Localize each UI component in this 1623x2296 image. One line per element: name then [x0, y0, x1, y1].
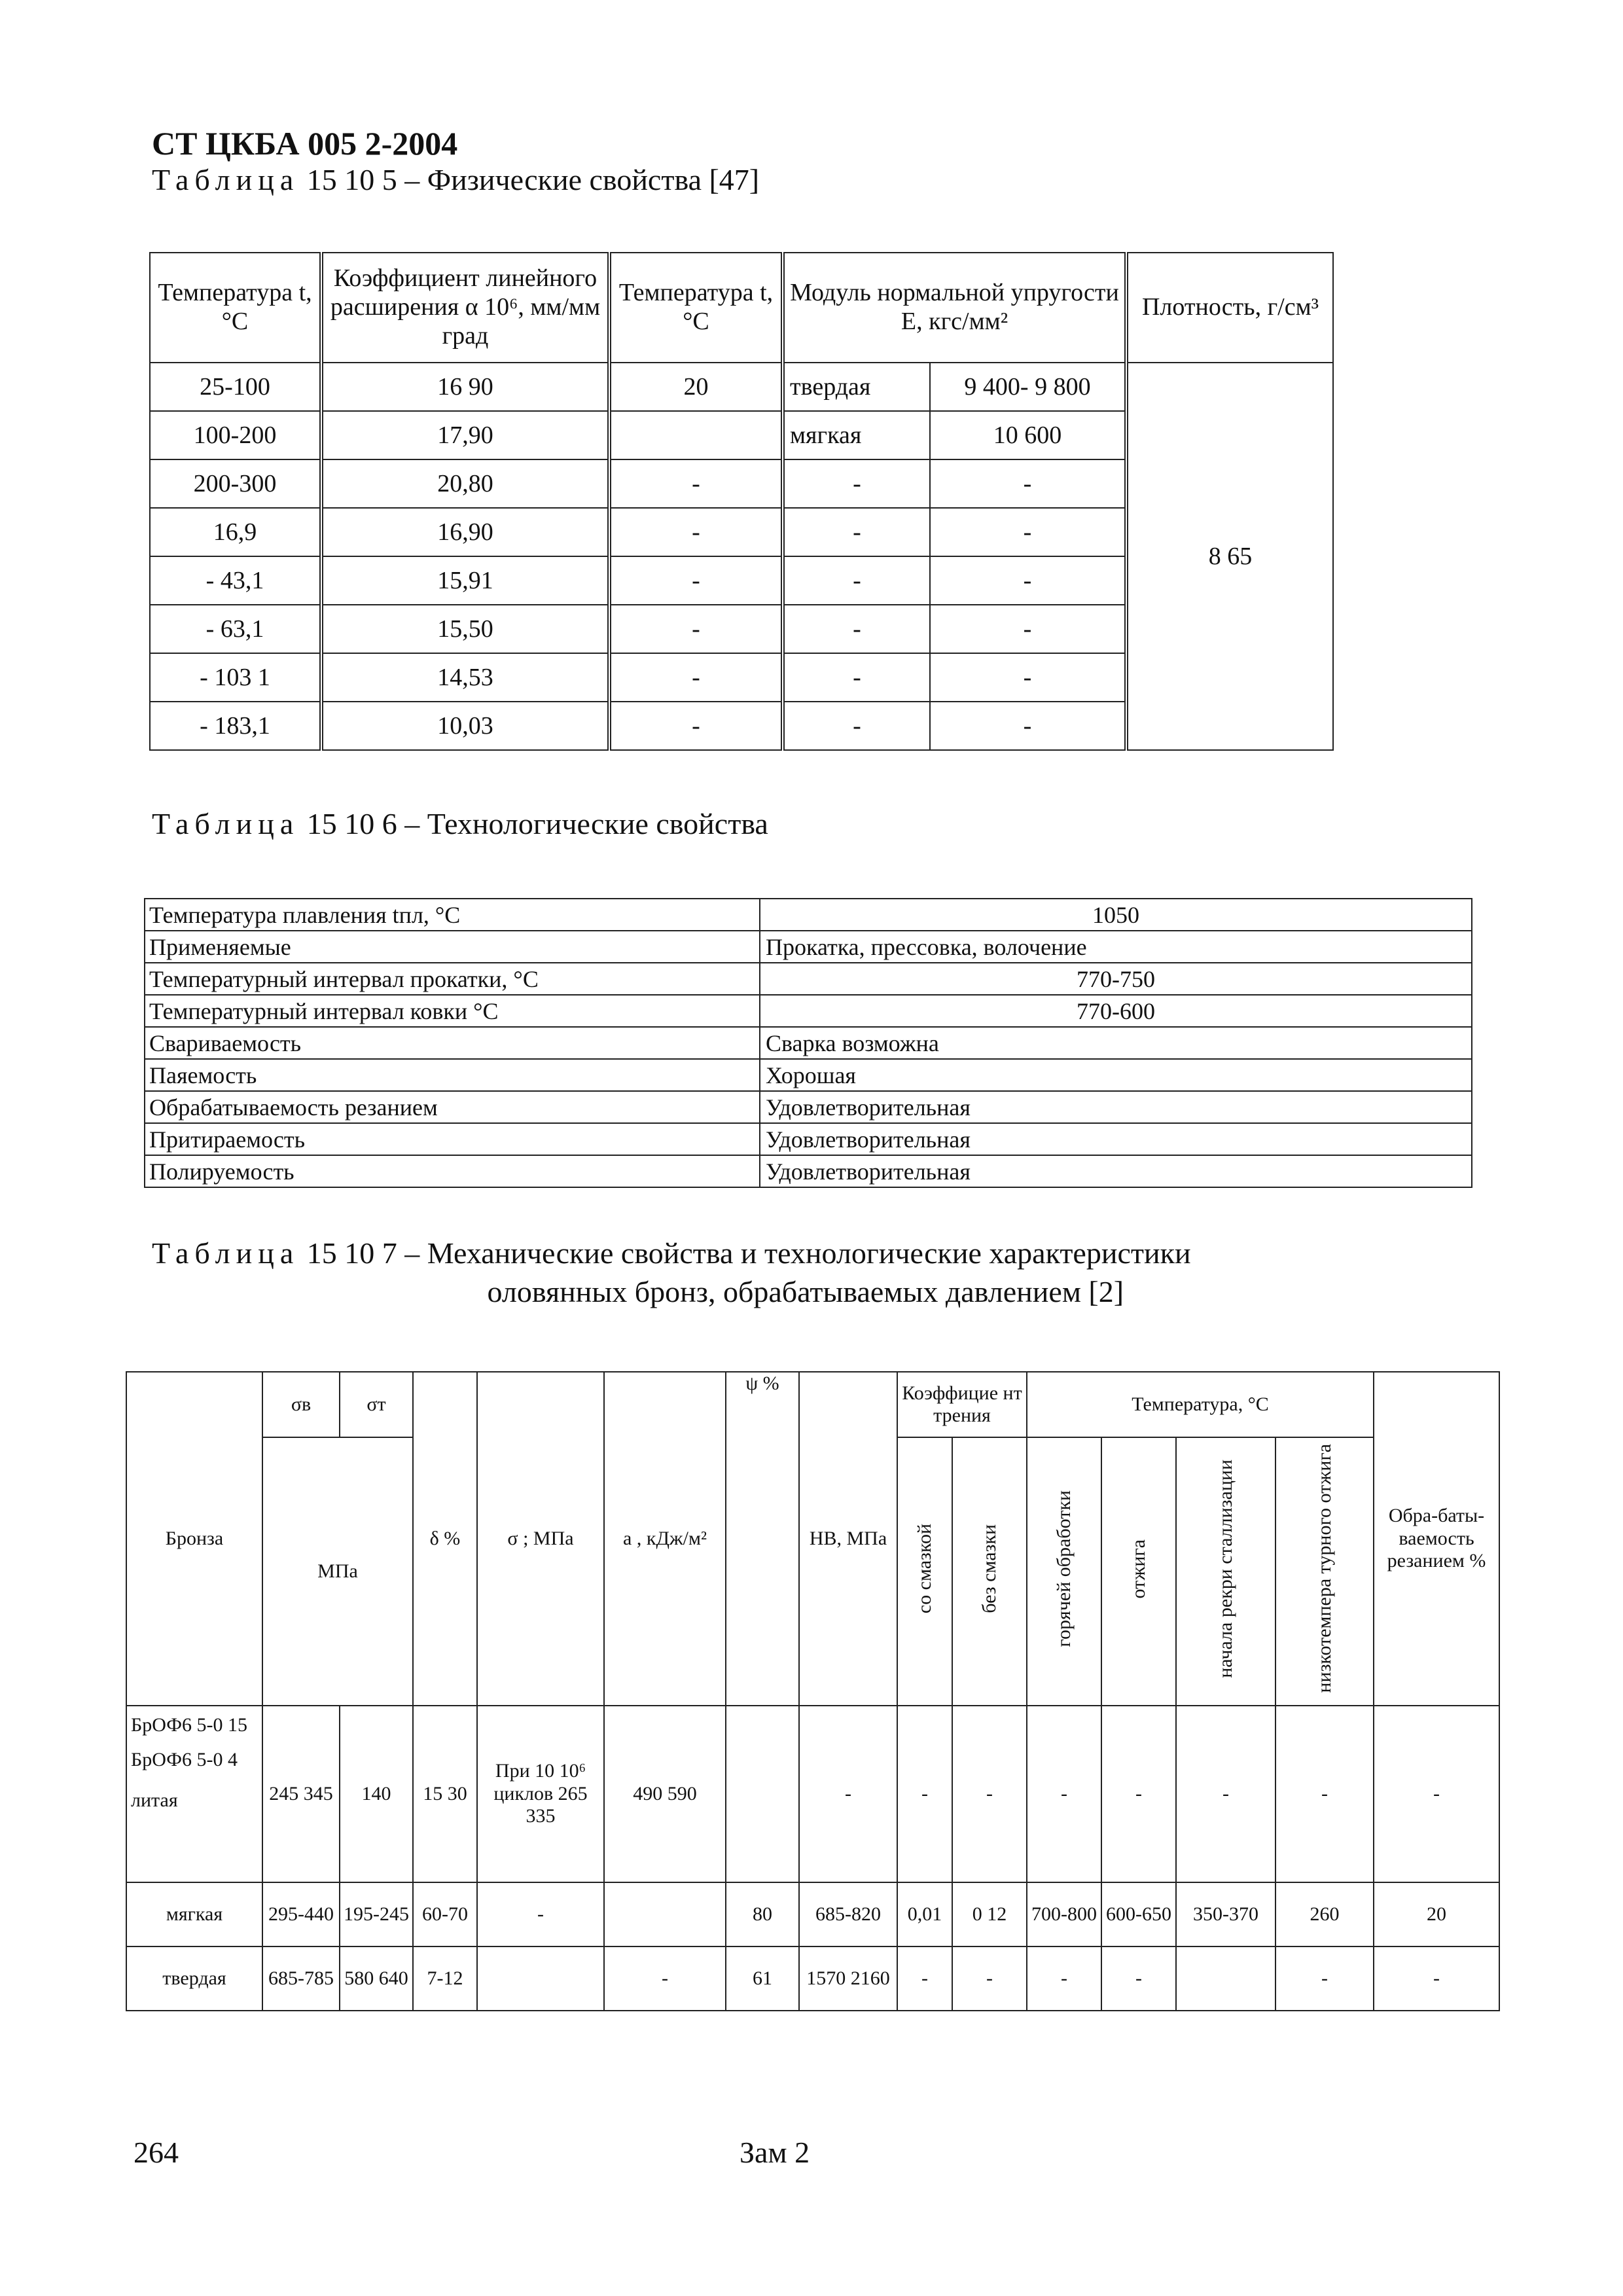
t3-cell: - — [897, 1946, 952, 2011]
t3-cell: - — [1027, 1706, 1101, 1882]
t3-cell: 80 — [726, 1882, 799, 1946]
t3-header-friction: Коэффицие нт трения — [897, 1372, 1027, 1437]
t3-cell: 600-650 — [1101, 1882, 1176, 1946]
t3-bronze-3: литая — [131, 1789, 178, 1811]
table2-caption — [152, 806, 768, 841]
t3-header-psi: ψ % — [726, 1372, 799, 1706]
t3-header-delta: δ % — [413, 1372, 477, 1706]
t2-key: Температурный интервал ковки °С — [145, 995, 760, 1027]
table2-caption-word: Таблица — [152, 807, 300, 840]
t1-cell: 9 400- 9 800 — [930, 363, 1126, 411]
t1-cell: - — [783, 556, 930, 605]
t1-cell: - — [609, 653, 783, 702]
t3-bronze-2: БрОФ6 5-0 4 — [131, 1748, 238, 1770]
t3-cell: - — [1275, 1706, 1374, 1882]
table-row — [126, 1946, 1499, 2011]
amendment-mark: Зам 2 — [740, 2136, 810, 2169]
t1-cell: 16,9 — [150, 508, 321, 556]
t3-cell: 245 345 — [262, 1706, 340, 1882]
table-row — [150, 363, 1333, 411]
t1-cell: 14,53 — [321, 653, 609, 702]
table-row — [126, 1706, 1499, 1882]
t1-cell — [609, 411, 783, 459]
t2-key: Притираемость — [145, 1123, 760, 1155]
t2-value: Хорошая — [760, 1059, 1472, 1091]
t3-cell: - — [952, 1706, 1027, 1882]
table1-caption-number: 15 10 5 — [306, 163, 397, 196]
t2-key: Паяемость — [145, 1059, 760, 1091]
t2-value: Удовлетворительная — [760, 1123, 1472, 1155]
t3-header-lowtemp-label: низкотемпера турного отжига — [1313, 1444, 1335, 1694]
t3-cell: твердая — [126, 1946, 262, 2011]
t2-value: Удовлетворительная — [760, 1155, 1472, 1187]
table-row — [145, 995, 1472, 1027]
document-code: СТ ЦКБА 005 2-2004 — [152, 125, 458, 162]
t1-cell: - — [930, 556, 1126, 605]
t2-key: Обрабатываемость резанием — [145, 1091, 760, 1123]
t3-cell: 490 590 — [604, 1706, 726, 1882]
t1-cell: - — [609, 459, 783, 508]
t3-cell: - — [1101, 1946, 1176, 2011]
t3-cell: 7-12 — [413, 1946, 477, 2011]
t3-cell: - — [1027, 1946, 1101, 2011]
t1-cell: - — [783, 702, 930, 750]
table1-caption-word: Таблица — [152, 163, 300, 196]
t1-cell: - — [930, 605, 1126, 653]
t2-value: Прокатка, прессовка, волочение — [760, 931, 1472, 963]
table2-caption-title: – Технологические свойства — [404, 807, 768, 840]
t2-key: Температурный интервал прокатки, °С — [145, 963, 760, 995]
t3-cell: 260 — [1275, 1882, 1374, 1946]
t1-header-density: Плотность, г/см³ — [1126, 253, 1333, 363]
t1-cell: - — [930, 653, 1126, 702]
t3-cell: - — [1101, 1706, 1176, 1882]
table-row — [145, 1123, 1472, 1155]
t3-header-nolub — [952, 1437, 1027, 1706]
t1-cell: 17,90 — [321, 411, 609, 459]
technological-properties-table — [144, 898, 1472, 1188]
t3-cell: мягкая — [126, 1882, 262, 1946]
t1-cell: - — [930, 508, 1126, 556]
table-row — [145, 931, 1472, 963]
t3-header-recryst-label: начала рекри сталлизации — [1214, 1459, 1236, 1678]
table3-caption — [152, 1236, 1191, 1309]
t2-value: Удовлетворительная — [760, 1091, 1472, 1123]
table3-caption-number: 15 10 7 — [306, 1236, 397, 1270]
t1-cell: твердая — [783, 363, 930, 411]
t1-cell: мягкая — [783, 411, 930, 459]
table3-caption-line2: оловянных бронз, обрабатываемых давлением [2] — [487, 1275, 1124, 1308]
t1-cell: 15,50 — [321, 605, 609, 653]
t1-cell: - 43,1 — [150, 556, 321, 605]
t3-header-hot — [1027, 1437, 1101, 1706]
t1-cell: - — [783, 653, 930, 702]
t3-header-sigma-1: σ ; МПа — [477, 1372, 604, 1706]
t1-cell: 10,03 — [321, 702, 609, 750]
t3-cell: 0 12 — [952, 1882, 1027, 1946]
t3-cell — [604, 1882, 726, 1946]
t3-bronze-1: БрОФ6 5-0 15 — [131, 1714, 247, 1736]
t3-cell: - — [1275, 1946, 1374, 2011]
t3-header-machinability: Обра-баты-ваемость резанием % — [1374, 1372, 1499, 1706]
t2-key: Температура плавления tпл, °С — [145, 899, 760, 931]
t2-value: 770-750 — [760, 963, 1472, 995]
table1-caption — [152, 162, 759, 197]
t1-cell: 20,80 — [321, 459, 609, 508]
physical-properties-table — [149, 252, 1334, 751]
table1-caption-title: – Физические свойства [47] — [404, 163, 760, 196]
t3-header-anneal — [1101, 1437, 1176, 1706]
t1-header-temp2: Температура t, °С — [609, 253, 783, 363]
table-row — [145, 1059, 1472, 1091]
table-row — [145, 899, 1472, 931]
t3-cell: 580 640 — [340, 1946, 413, 2011]
t3-header-recryst — [1176, 1437, 1275, 1706]
t3-header-anneal-label: отжига — [1127, 1539, 1149, 1598]
t1-cell: - — [609, 556, 783, 605]
t3-cell: - — [477, 1882, 604, 1946]
table-row — [145, 1027, 1472, 1059]
t1-cell: 15,91 — [321, 556, 609, 605]
t1-cell: - — [930, 459, 1126, 508]
t3-cell: - — [604, 1946, 726, 2011]
t3-cell: 0,01 — [897, 1882, 952, 1946]
t3-header-sigma-v: σв — [262, 1372, 340, 1437]
t3-cell: 15 30 — [413, 1706, 477, 1882]
t2-value: Сварка возможна — [760, 1027, 1472, 1059]
t3-bronze-cell — [126, 1706, 262, 1882]
t3-cell: - — [1374, 1706, 1499, 1882]
t1-cell: 20 — [609, 363, 783, 411]
t1-cell: - 103 1 — [150, 653, 321, 702]
t3-cell: 61 — [726, 1946, 799, 2011]
t3-header-mpa: МПа — [262, 1437, 413, 1706]
t3-cell: 685-785 — [262, 1946, 340, 2011]
t3-cell: 60-70 — [413, 1882, 477, 1946]
t3-cell: 20 — [1374, 1882, 1499, 1946]
t1-header-coef: Коэффициент линейного расширения α 10⁶, мм/мм град — [321, 253, 609, 363]
t2-key: Полируемость — [145, 1155, 760, 1187]
t3-cell: - — [897, 1706, 952, 1882]
t3-cell: 295-440 — [262, 1882, 340, 1946]
t3-cell: 350-370 — [1176, 1882, 1275, 1946]
table-row — [145, 963, 1472, 995]
table-row — [145, 1155, 1472, 1187]
t1-cell: - 63,1 — [150, 605, 321, 653]
t3-cell: - — [952, 1946, 1027, 2011]
t1-cell: - — [783, 508, 930, 556]
t1-cell: - — [930, 702, 1126, 750]
t1-cell: 100-200 — [150, 411, 321, 459]
t3-header-lub — [897, 1437, 952, 1706]
t1-header-modulus: Модуль нормальной упругости Е, кгс/мм² — [783, 253, 1126, 363]
t1-density-value: 8 65 — [1126, 363, 1333, 750]
t3-cell: При 10 10⁶ циклов 265 335 — [477, 1706, 604, 1882]
t3-cell: 195-245 — [340, 1882, 413, 1946]
t2-key: Свариваемость — [145, 1027, 760, 1059]
t3-header-sigma-t: σт — [340, 1372, 413, 1437]
t1-cell: 16,90 — [321, 508, 609, 556]
t3-cell: - — [1374, 1946, 1499, 2011]
t3-header-bronze: Бронза — [126, 1372, 262, 1706]
t2-value: 770-600 — [760, 995, 1472, 1027]
t1-cell: - — [783, 605, 930, 653]
table3-caption-line1: – Механические свойства и технологические характеристики — [404, 1236, 1191, 1270]
t3-cell: 685-820 — [799, 1882, 897, 1946]
t1-header-temp: Температура t, °С — [150, 253, 321, 363]
t3-header-hot-label: горячей обработки — [1052, 1490, 1075, 1647]
t1-cell: - — [609, 605, 783, 653]
t3-header-nolub-label: без смазки — [978, 1524, 1000, 1613]
table2-caption-number: 15 10 6 — [306, 807, 397, 840]
t1-cell: - — [783, 459, 930, 508]
t1-cell: - — [609, 508, 783, 556]
t1-cell: - — [609, 702, 783, 750]
t2-key: Применяемые — [145, 931, 760, 963]
t2-value: 1050 — [760, 899, 1472, 931]
t1-cell: 10 600 — [930, 411, 1126, 459]
t3-header-lowtemp — [1275, 1437, 1374, 1706]
t3-header-impact: а , кДж/м² — [604, 1372, 726, 1706]
table-row — [145, 1091, 1472, 1123]
t1-cell: 16 90 — [321, 363, 609, 411]
t3-cell: 140 — [340, 1706, 413, 1882]
t3-header-hb: НВ, МПа — [799, 1372, 897, 1706]
t3-cell: 1570 2160 — [799, 1946, 897, 2011]
table3-caption-word: Таблица — [152, 1236, 300, 1270]
t3-cell: - — [1176, 1706, 1275, 1882]
t3-cell: 700-800 — [1027, 1882, 1101, 1946]
t1-cell: 25-100 — [150, 363, 321, 411]
t3-header-temperature: Температура, °С — [1027, 1372, 1374, 1437]
t1-cell: - 183,1 — [150, 702, 321, 750]
t1-cell: 200-300 — [150, 459, 321, 508]
table-row — [126, 1882, 1499, 1946]
t3-cell — [726, 1706, 799, 1882]
t3-cell — [1176, 1946, 1275, 2011]
page-number: 264 — [134, 2136, 179, 2169]
mechanical-properties-table — [126, 1371, 1500, 2011]
t3-cell — [477, 1946, 604, 2011]
t3-cell: - — [799, 1706, 897, 1882]
t3-header-lub-label: со смазкой — [913, 1524, 935, 1614]
